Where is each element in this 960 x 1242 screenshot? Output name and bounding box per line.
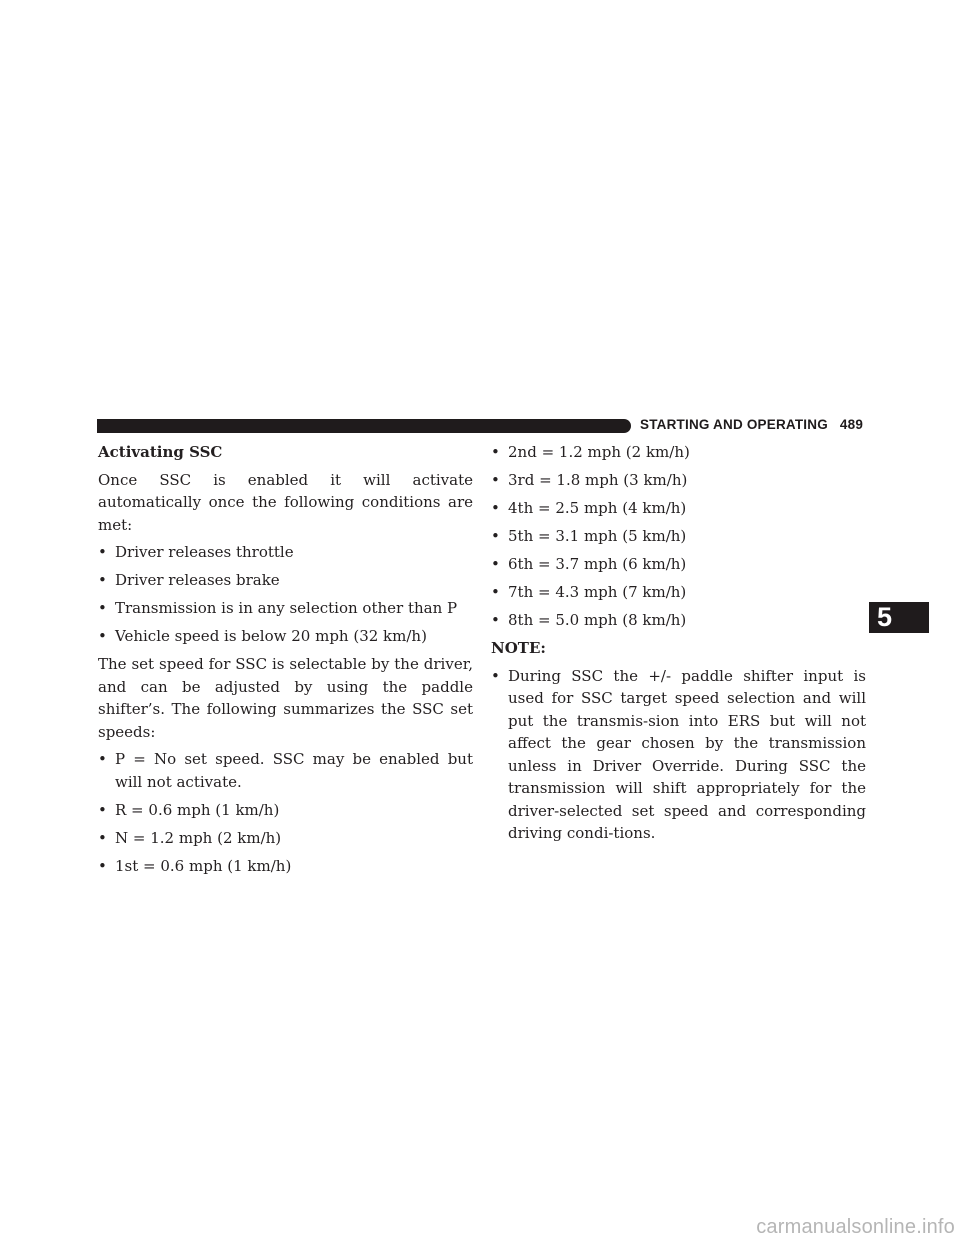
list-item: • 8th = 5.0 mph (8 km/h)	[491, 609, 866, 632]
list-item: • Vehicle speed is below 20 mph (32 km/h)	[98, 625, 473, 648]
bullet-icon: •	[98, 599, 107, 617]
bullet-icon: •	[98, 543, 107, 561]
bullet-icon: •	[491, 583, 500, 601]
right-column	[491, 441, 866, 850]
bullet-icon: •	[491, 499, 500, 517]
section-heading: Activating SSC	[98, 443, 223, 461]
bullet-icon: •	[98, 828, 107, 847]
list-item: • N = 1.2 mph (2 km/h)	[98, 827, 473, 850]
list-item: • P = No set speed. SSC may be enabled but will not activate.	[98, 750, 473, 791]
list-item: • 2nd = 1.2 mph (2 km/h)	[491, 441, 866, 464]
bullet-icon: •	[491, 471, 500, 489]
bullet-icon: •	[98, 800, 107, 819]
list-item: • 3rd = 1.8 mph (3 km/h)	[491, 469, 866, 492]
watermark: carmanualsonline.info	[756, 1216, 955, 1238]
list-item: • 6th = 3.7 mph (6 km/h)	[491, 553, 866, 576]
list-item: • Driver releases throttle	[98, 541, 473, 564]
bullet-icon: •	[491, 666, 500, 685]
conditions-list	[98, 541, 473, 648]
bullet-icon: •	[98, 627, 107, 645]
chapter-tab: 5	[869, 602, 929, 633]
bullet-icon: •	[491, 443, 500, 461]
note-item: • During SSC the +/- paddle shifter input is used for SSC target speed selection and will put the transmis-sion into ERS but will not affect the gear chosen by the transmission unless in Driver Override. During SSC the transmission will shift appropriately for the driver-selected set speed and corresponding driving condi-tions.	[491, 666, 866, 842]
intro-paragraph: Once SSC is enabled it will activate automatically once the following conditions are met:	[98, 470, 473, 534]
section-title: STARTING AND OPERATING	[640, 417, 828, 432]
running-header	[640, 417, 863, 432]
list-item: • Driver releases brake	[98, 569, 473, 592]
note-list	[491, 665, 866, 845]
list-item: • 4th = 2.5 mph (4 km/h)	[491, 497, 866, 520]
set-speed-paragraph: The set speed for SSC is selectable by the driver, and can be adjusted by using the paddle shifter’s. The following summarizes the SSC set speeds:	[98, 655, 473, 741]
speeds-list	[98, 748, 473, 877]
list-item: • R = 0.6 mph (1 km/h)	[98, 799, 473, 822]
note-label: NOTE:	[491, 639, 546, 657]
list-item: • Transmission is in any selection other than P	[98, 597, 473, 620]
list-item: • 7th = 4.3 mph (7 km/h)	[491, 581, 866, 604]
header-rule	[97, 419, 631, 433]
speeds-list-continued	[491, 441, 866, 632]
bullet-icon: •	[491, 527, 500, 545]
list-item: • 1st = 0.6 mph (1 km/h)	[98, 855, 473, 878]
bullet-icon: •	[98, 571, 107, 589]
bullet-icon: •	[491, 611, 500, 629]
bullet-icon: •	[98, 750, 107, 768]
list-item: • 5th = 3.1 mph (5 km/h)	[491, 525, 866, 548]
page-number: 489	[839, 417, 864, 432]
bullet-icon: •	[491, 555, 500, 573]
left-column	[98, 441, 473, 883]
bullet-icon: •	[98, 856, 107, 875]
